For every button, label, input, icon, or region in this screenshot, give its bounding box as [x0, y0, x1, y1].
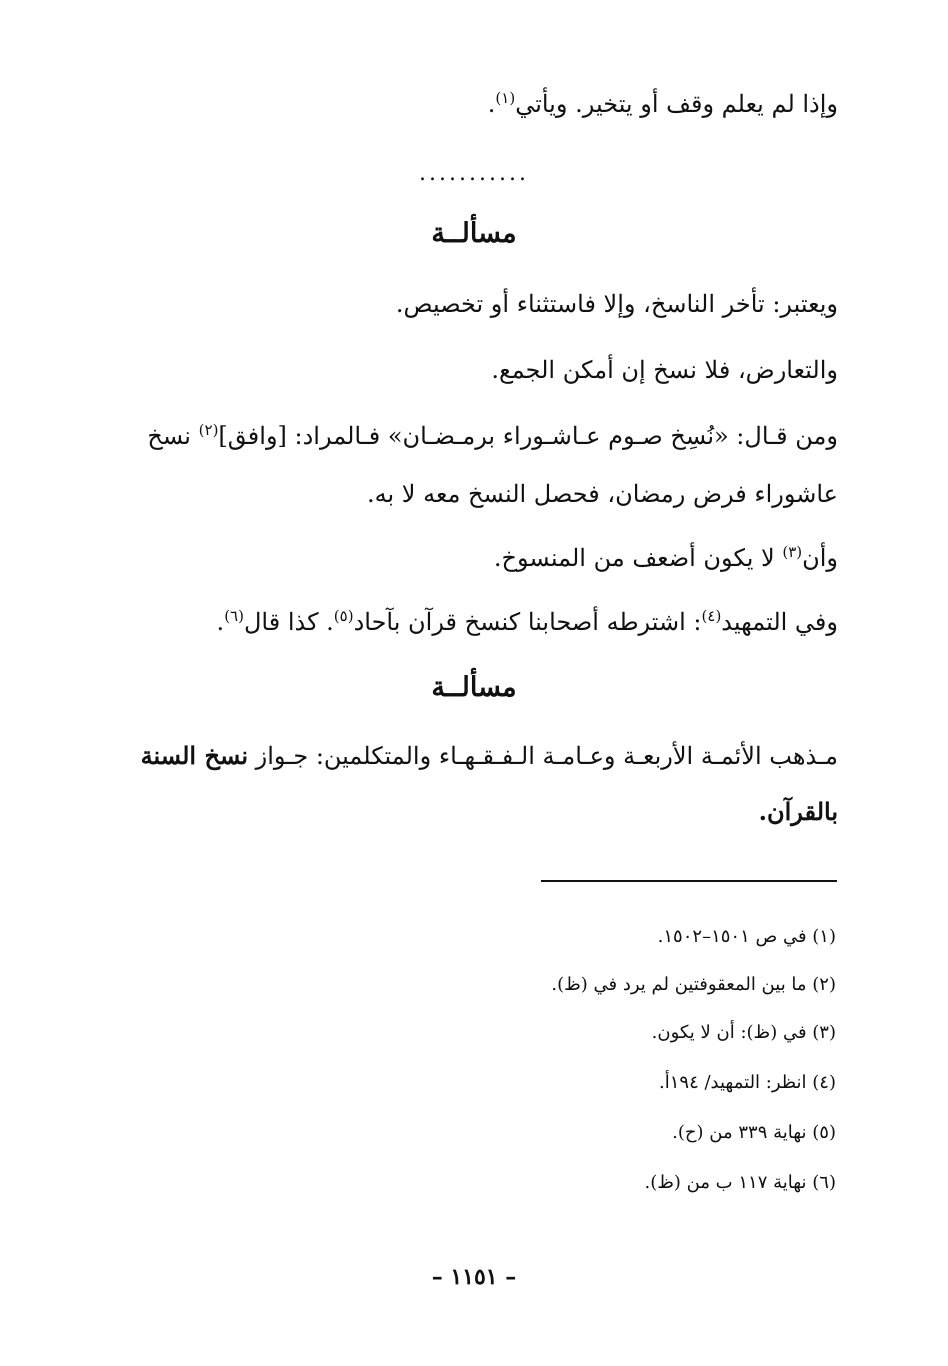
text-run: وأن	[802, 544, 838, 572]
text-line-7	[110, 604, 838, 640]
footnote-ref-2: (٢)	[198, 421, 219, 439]
text-line-4	[110, 418, 838, 454]
text-line-9: بالقرآن.	[758, 797, 838, 826]
text-run: مـذهب الأئمـة الأربعـة وعـامـة الـفـقـهـاء والمتكلمين: جـواز	[255, 742, 838, 770]
text-line-5: عاشوراء فرض رمضان، فحصل النسخ معه لا به.	[367, 480, 838, 508]
text-run: نسخ	[147, 422, 191, 450]
footnote-3: (٣) في (ظ): أن لا يكون.	[651, 1022, 836, 1043]
ellipsis-separator: ...........	[419, 161, 529, 186]
footnote-1: (١) في ص ١٥٠١–١٥٠٢.	[657, 926, 836, 947]
section-heading-2: مسألــة	[431, 672, 517, 703]
text-line-3: والتعارض، فلا نسخ إن أمكن الجمع.	[491, 356, 838, 384]
footnote-ref-1: (١)	[495, 89, 516, 107]
text-line-6	[110, 540, 838, 576]
footnote-4: (٤) انظر: التمهيد/ ١٩٤أ.	[659, 1072, 836, 1093]
footnote-ref-5: (٥)	[333, 607, 354, 625]
text-run: ومن قـال: «نُسِخ صـوم عـاشـوراء برمـضـان» فـالمراد: [وافق]	[218, 422, 838, 450]
footnote-2: (٢) ما بين المعقوفتين لم يرد في (ظ).	[551, 974, 836, 995]
footnote-ref-3: (٣)	[782, 543, 803, 561]
text-run: : اشترطه أصحابنا كنسخ قرآن بآحاد	[353, 608, 702, 636]
text-line-2: ويعتبر: تأخر الناسخ، وإلا فاستثناء أو تخصيص.	[395, 290, 838, 318]
text-run: لا يكون أضعف من المنسوخ.	[493, 544, 775, 572]
page-number: – ١١٥١ –	[431, 1264, 517, 1290]
text-run: وفي التمهيد	[721, 608, 838, 636]
text-line-8	[110, 738, 838, 774]
section-heading-1: مسألــة	[431, 218, 517, 249]
footnote-6: (٦) نهاية ١١٧ ب من (ظ).	[644, 1172, 836, 1193]
bold-text-run: نسخ السنة	[140, 741, 249, 770]
footnote-5: (٥) نهاية ٣٣٩ من (ح).	[672, 1122, 836, 1143]
footnote-ref-4: (٤)	[701, 607, 722, 625]
text-line-1	[110, 86, 838, 122]
footnote-ref-6: (٦)	[224, 607, 244, 625]
text-run: .	[487, 90, 496, 118]
footnote-separator	[541, 880, 837, 882]
text-run: . كذا قال	[243, 608, 334, 636]
text-run: .	[216, 608, 225, 636]
text-run: وإذا لم يعلم وقف أو يتخير. ويأتي	[515, 90, 838, 118]
